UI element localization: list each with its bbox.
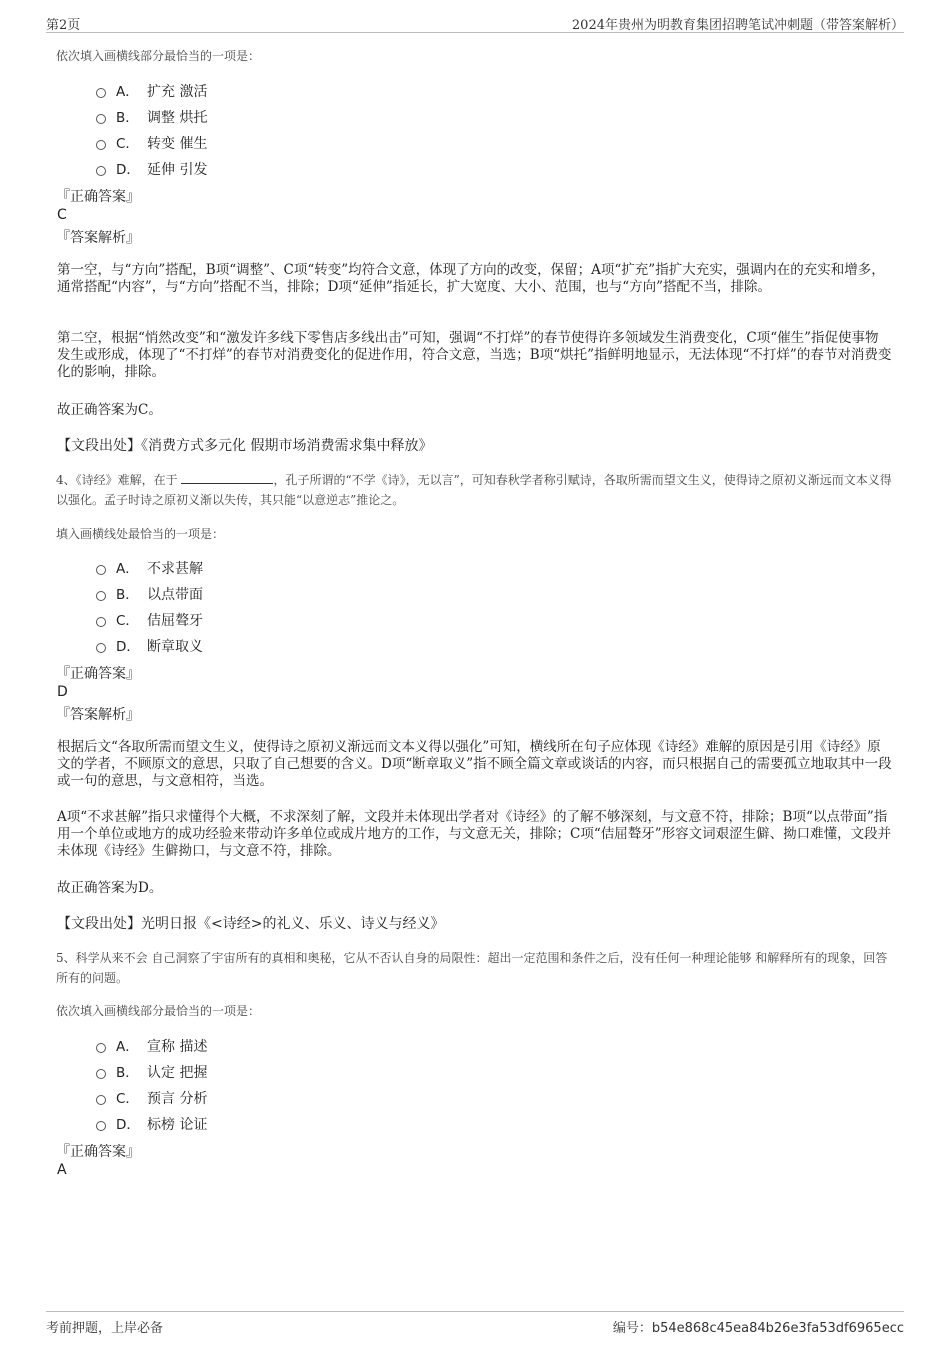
document-code: [613, 1317, 904, 1336]
option-text: 佶屈聱牙: [147, 613, 203, 629]
q3-option-d[interactable]: [96, 160, 207, 180]
option-text: 预言 分析: [147, 1091, 208, 1107]
option-text: 以点带面: [147, 587, 203, 603]
option-letter: B．: [116, 1065, 139, 1081]
q4-stem-after: ，孔子所谓的“不学《诗》，无以言”，可知春秋学者称引赋诗，各取所需而望文生义，使得诗之原初义渐远而文本义得以强化。孟子时诗之原初义渐以失传，其只能“以意逆志”推论之。: [56, 473, 892, 507]
option-letter: C．: [116, 1091, 139, 1107]
q3-option-b[interactable]: [96, 108, 207, 128]
radio-icon[interactable]: [96, 565, 106, 575]
option-letter: A．: [116, 84, 139, 100]
radio-icon[interactable]: [96, 617, 106, 627]
option-letter: A．: [116, 1039, 139, 1055]
radio-icon[interactable]: [96, 643, 106, 653]
q3-answer: C: [57, 207, 67, 223]
option-text: 认定 把握: [147, 1065, 208, 1081]
option-letter: B．: [116, 587, 139, 603]
document-title: 2024年贵州为明教育集团招聘笔试冲刺题（带答案解析）: [571, 18, 904, 33]
radio-icon[interactable]: [96, 1069, 106, 1079]
q5-option-a[interactable]: [96, 1037, 207, 1057]
q3-prompt: 依次填入画横线部分最恰当的一项是：: [56, 49, 261, 63]
q4-stem-before: 4、《诗经》难解，在于: [56, 473, 178, 487]
option-text: 调整 烘托: [147, 110, 208, 126]
radio-icon[interactable]: [96, 114, 106, 124]
option-letter: D．: [116, 162, 140, 178]
q3-analysis-paragraph-2: 第二空，根据“悄然改变”和“激发许多线下零售店多线出击”可知，强调“不打烊”的春节使得许多领域发生消费变化，C项“催生”指促使事物发生或形成，体现了“不打烊”的春节对消费变化的促进作用，符合文意，当选；B项“烘托”指鲜明地显示，无法体现“不打烊”的春节对消费变化的影响，排除。: [57, 330, 892, 380]
q4-source: 【文段出处】光明日报《<诗经>的礼义、乐义、诗义与经义》: [57, 916, 445, 932]
radio-icon[interactable]: [96, 166, 106, 176]
option-letter: D．: [116, 1117, 140, 1133]
radio-icon[interactable]: [96, 591, 106, 601]
q3-analysis-label: 『答案解析』: [56, 230, 140, 246]
option-letter: B．: [116, 110, 139, 126]
q4-option-a[interactable]: [96, 559, 203, 579]
code-value: b54e868c45ea84b26e3fa53df6965ecc: [651, 1321, 904, 1336]
radio-icon[interactable]: [96, 88, 106, 98]
page-header: [46, 14, 904, 33]
q3-conclusion: 故正确答案为C。: [57, 402, 162, 418]
page-footer: [46, 1311, 904, 1336]
q3-option-c[interactable]: [96, 134, 207, 154]
radio-icon[interactable]: [96, 1095, 106, 1105]
option-letter: C．: [116, 136, 139, 152]
radio-icon[interactable]: [96, 1043, 106, 1053]
q5-option-d[interactable]: [96, 1115, 207, 1135]
fill-blank: [181, 471, 273, 484]
option-text: 断章取义: [147, 639, 203, 655]
option-text: 宣称 描述: [147, 1039, 208, 1055]
code-label: 编号：: [612, 1321, 652, 1336]
option-letter: D．: [116, 639, 140, 655]
q3-option-a[interactable]: [96, 82, 207, 102]
q4-conclusion: 故正确答案为D。: [57, 880, 163, 896]
q4-analysis-label: 『答案解析』: [56, 707, 140, 723]
q3-source: 【文段出处】《消费方式多元化 假期市场消费需求集中释放》: [57, 438, 433, 454]
footer-slogan: 考前押题，上岸必备: [46, 1321, 164, 1336]
q5-stem: 5、科学从来不会 自己洞察了宇宙所有的真相和奥秘，它从不否认自身的局限性：超出一定范围和条件之后，没有任何一种理论能够 和解释所有的现象，回答所有的问题。: [56, 951, 888, 985]
q5-option-b[interactable]: [96, 1063, 207, 1083]
option-text: 标榜 论证: [147, 1117, 208, 1133]
q4-stem: [56, 470, 898, 510]
q4-option-c[interactable]: [96, 611, 203, 631]
q5-option-c[interactable]: [96, 1089, 207, 1109]
q4-analysis-paragraph-2: A项“不求甚解”指只求懂得个大概，不求深刻了解，文段并未体现出学者对《诗经》的了解不够深刻，与文意不符，排除；B项“以点带面”指用一个单位或地方的成功经验来带动许多单位或成片地方的工作，与文意无关，排除；C项“佶屈聱牙”形容文词艰涩生僻、拗口难懂，文段并未体现《诗经》生僻拗口，与文意不符，排除。: [57, 809, 892, 859]
q4-analysis-paragraph-1: 根据后文“各取所需而望文生义，使得诗之原初义渐远而文本义得以强化”可知，横线所在句子应体现《诗经》难解的原因是引用《诗经》原文的学者，不顾原文的意思，只取了自己想要的含义。D项“断章取义”指不顾全篇文章或谈话的内容，而只根据自己的需要孤立地取其中一段或一句的意思，与文意相符，当选。: [57, 739, 892, 789]
q5-prompt: 依次填入画横线部分最恰当的一项是：: [56, 1004, 261, 1018]
radio-icon[interactable]: [96, 140, 106, 150]
q3-analysis-paragraph-1: 第一空，与“方向”搭配，B项“调整”、C项“转变”均符合文意，体现了方向的改变，保留；A项“扩充”指扩大充实，强调内在的充实和增多，通常搭配“内容”，与“方向”搭配不当，排除；D项“延伸”指延长，扩大宽度、大小、范围，也与“方向”搭配不当，排除。: [57, 262, 885, 295]
option-letter: C．: [116, 613, 139, 629]
q4-option-d[interactable]: [96, 637, 203, 657]
option-text: 延伸 引发: [147, 162, 208, 178]
q5-answer: A: [57, 1162, 67, 1178]
q5-answer-label: 『正确答案』: [56, 1144, 140, 1160]
option-letter: A．: [116, 561, 139, 577]
q4-answer: D: [57, 684, 68, 700]
option-text: 转变 催生: [147, 136, 208, 152]
page-number: 第2页: [46, 18, 81, 33]
radio-icon[interactable]: [96, 1121, 106, 1131]
q4-option-b[interactable]: [96, 585, 203, 605]
q4-answer-label: 『正确答案』: [56, 666, 140, 682]
option-text: 扩充 激活: [147, 84, 208, 100]
q3-answer-label: 『正确答案』: [56, 189, 140, 205]
q4-prompt: 填入画横线处最恰当的一项是：: [56, 527, 225, 541]
option-text: 不求甚解: [147, 561, 203, 577]
